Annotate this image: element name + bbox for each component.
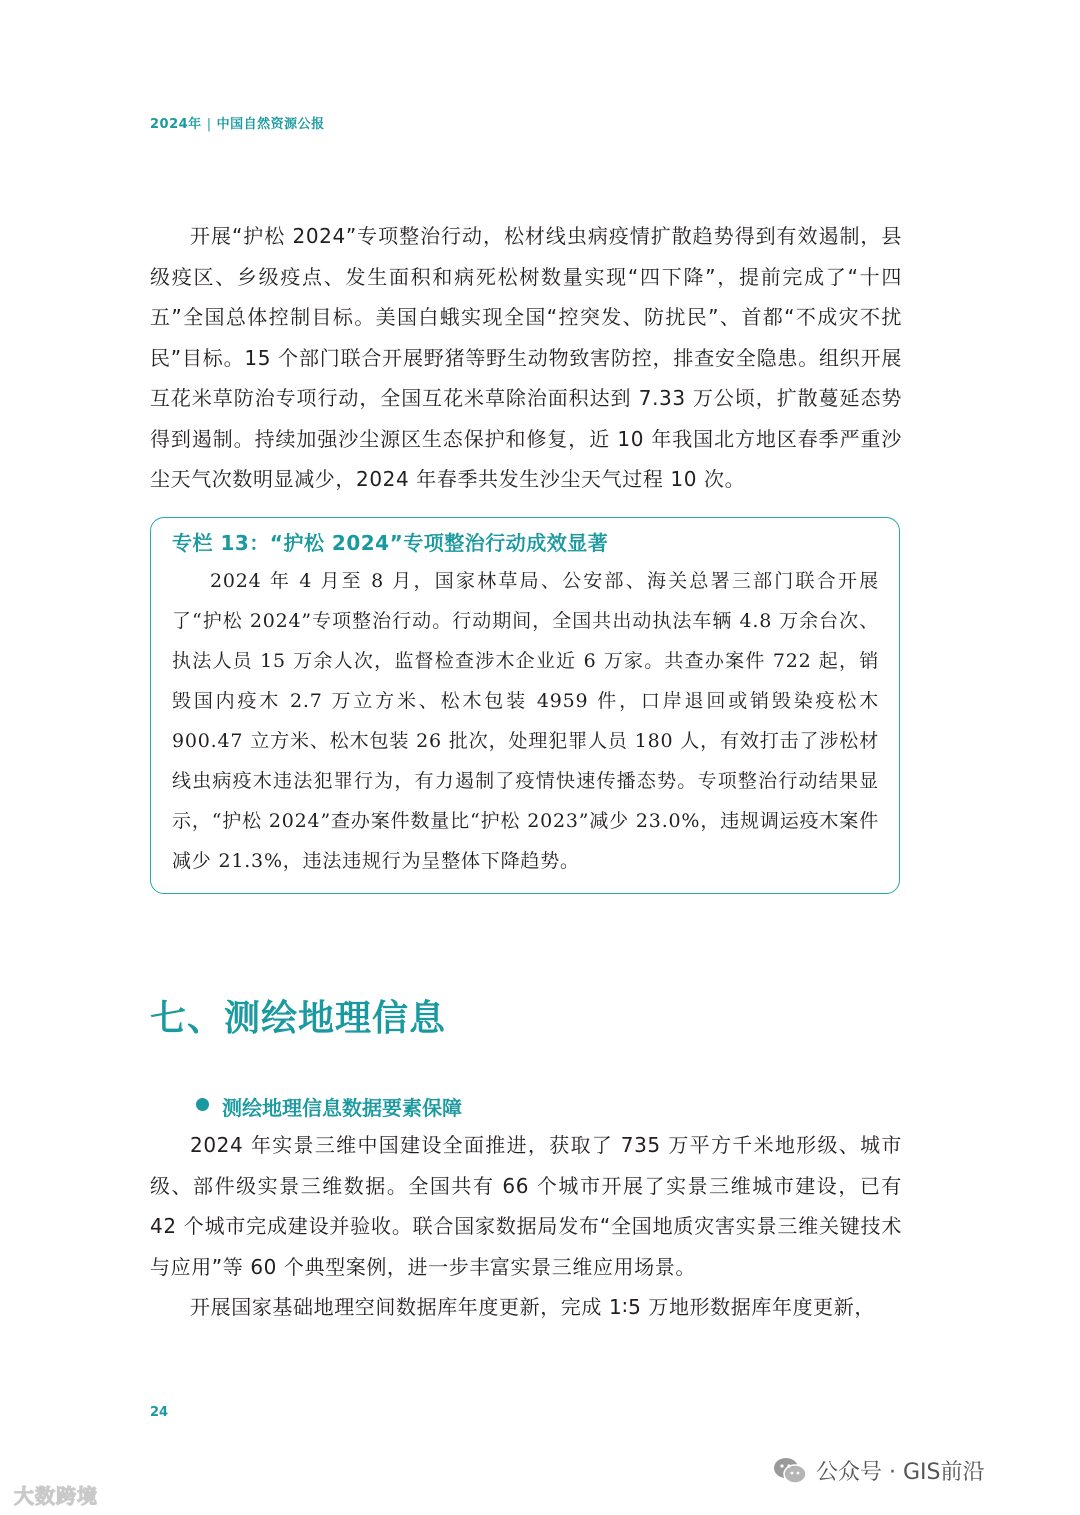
body-paragraph-1: 开展“护松 2024”专项整治行动，松材线虫病疫情扩散趋势得到有效遏制，县级疫区、乡级疫点、发生面积和病死松树数量实现“四下降”，提前完成了“十四五”全国总体控制目标。美国白蛾实现全国“控突发、防扰民”、首都“不成灾不扰民”目标。15 个部门联合开展野猪等野生动物致害防控，排查安全隐患。组织开展互花米草防治专项行动，全国互花米草除治面积达到 7.33 万公顷，扩散蔓延态势得到遏制。持续加强沙尘源区生态保护和修复，近 10 年我国北方地区春季严重沙尘天气次数明显减少，2024 年春季共发生沙尘天气过程 10 次。 [150, 224, 902, 491]
watermark-right [772, 1455, 984, 1486]
bullet-dot-icon [196, 1098, 209, 1111]
column-box-13 [150, 517, 900, 894]
body-paragraph-3: 开展国家基础地理空间数据库年度更新，完成 1∶5 万地形数据库年度更新， [190, 1295, 875, 1319]
header-year: 2024年 [150, 117, 202, 132]
watermark-right-text: 公众号 · GIS前沿 [816, 1460, 985, 1485]
body-paragraph-2: 2024 年实景三维中国建设全面推进，获取了 735 万平方千米地形级、城市级、部件级实景三维数据。全国共有 66 个城市开展了实景三维城市建设，已有 42 个城市完成建设并验收。联合国家数据局发布“全国地质灾害实景三维关键技术与应用”等 60 个典型案例，进一步丰富实景三维应用场景。 [150, 1133, 902, 1279]
watermark-left: 大数跨境 [14, 1484, 98, 1508]
header-separator: | [206, 117, 212, 132]
section-subheading: 测绘地理信息数据要素保障 [222, 1096, 462, 1120]
running-header [150, 113, 325, 132]
wechat-icon [772, 1456, 808, 1486]
page-number: 24 [150, 1405, 169, 1420]
header-title: 中国自然资源公报 [216, 117, 325, 132]
column-box-title: 专栏 13：“护松 2024”专项整治行动成效显著 [172, 531, 609, 555]
column-box-body: 2024 年 4 月至 8 月，国家林草局、公安部、海关总署三部门联合开展了“护松 2024”专项整治行动。行动期间，全国共出动执法车辆 4.8 万余台次、执法人员 15 万余人次，监督检查涉木企业近 6 万家。共查办案件 722 起，销毁国内疫木 2.7 万立方米、松木包装 4959 件，口岸退回或销毁染疫松木 900.47 立方米、松木包装 26 批次，处理犯罪人员 180 人，有效打击了涉松材线虫病疫木违法犯罪行为，有力遏制了疫情快速传播态势。专项整治行动结果显示，“护松 2024”查办案件数量比“护松 2023”减少 23.0%，违规调运疫木案件减少 21.3%，违法违规行为呈整体下降趋势。 [172, 570, 879, 872]
section-title: 七、测绘地理信息 [150, 998, 447, 1039]
